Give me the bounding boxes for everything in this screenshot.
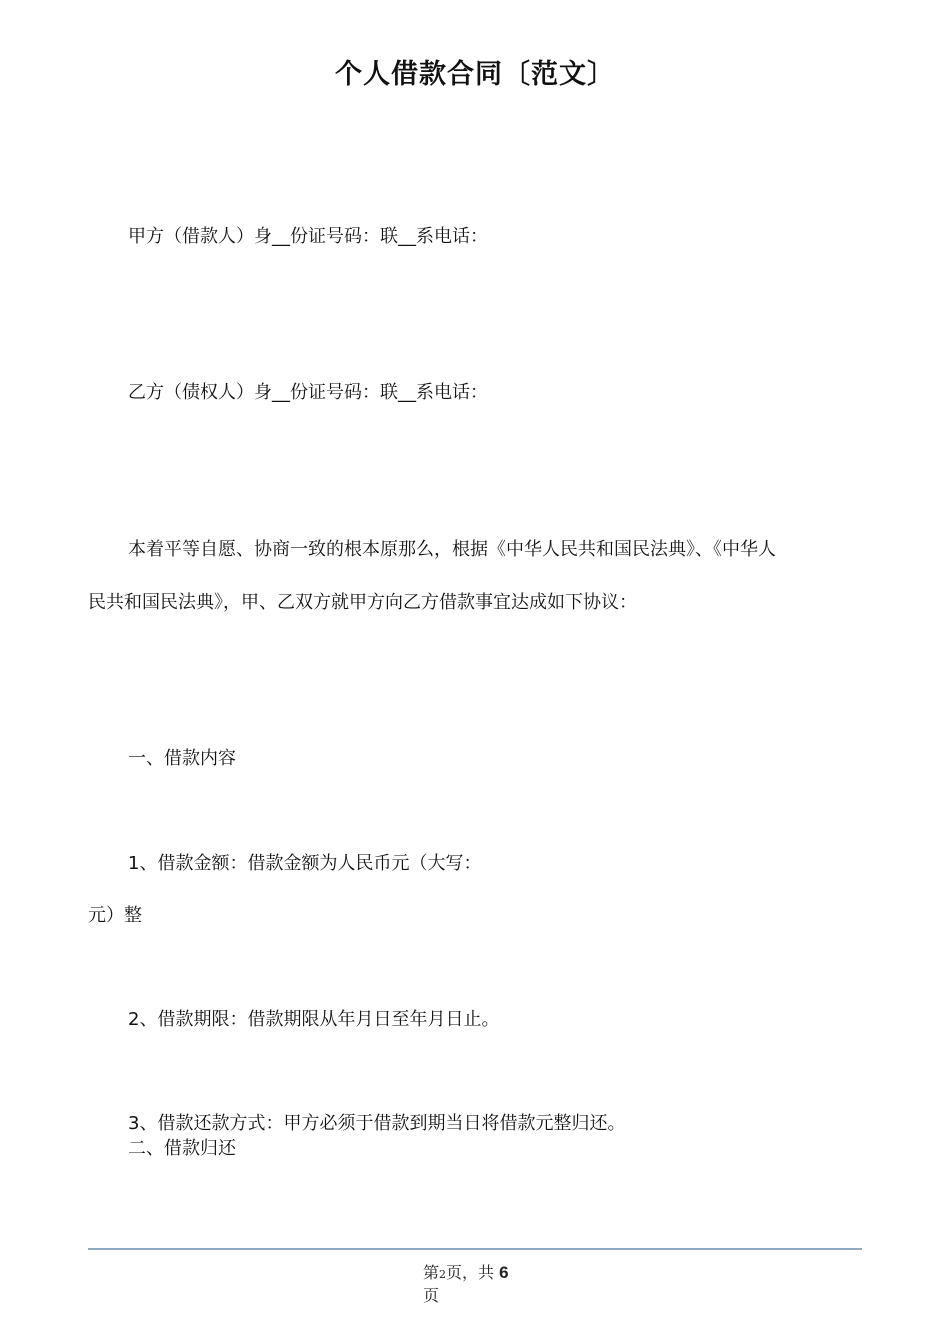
item-2: 2、借款期限：借款期限从年月日至年月日止。 — [128, 1009, 500, 1030]
page-prefix: 第 — [423, 1263, 440, 1282]
current-page-number: 2 — [439, 1268, 447, 1281]
page-middle: 页，共 — [446, 1263, 495, 1282]
page-number-line-1 — [423, 1262, 509, 1286]
document-title: 个人借款合同〔范文〕 — [335, 59, 615, 90]
preamble-line-1: 本着平等自愿、协商一致的根本原那么，根据《中华人民共和国民法典》、《中华人 — [128, 539, 776, 560]
footer-divider — [88, 1248, 862, 1250]
section-1-heading: 一、借款内容 — [128, 748, 236, 769]
section-2-heading: 二、借款归还 — [128, 1138, 236, 1159]
total-pages-number: 6 — [499, 1263, 509, 1282]
page-suffix: 页 — [423, 1286, 440, 1305]
item-1-line-2: 元）整 — [88, 905, 142, 926]
preamble-line-2: 民共和国民法典》，甲、乙双方就甲方向乙方借款事宜达成如下协议： — [88, 592, 637, 613]
item-1-line-1: 1、借款金额：借款金额为人民币元（大写： — [128, 853, 482, 874]
item-3: 3、借款还款方式：甲方必须于借款到期当日将借款元整归还。 — [128, 1113, 626, 1134]
party-b-line: 乙方（债权人）身__份证号码：联__系电话： — [128, 382, 488, 403]
party-a-line: 甲方（借款人）身__份证号码：联__系电话： — [128, 226, 488, 247]
page-number-line-2 — [423, 1285, 439, 1307]
